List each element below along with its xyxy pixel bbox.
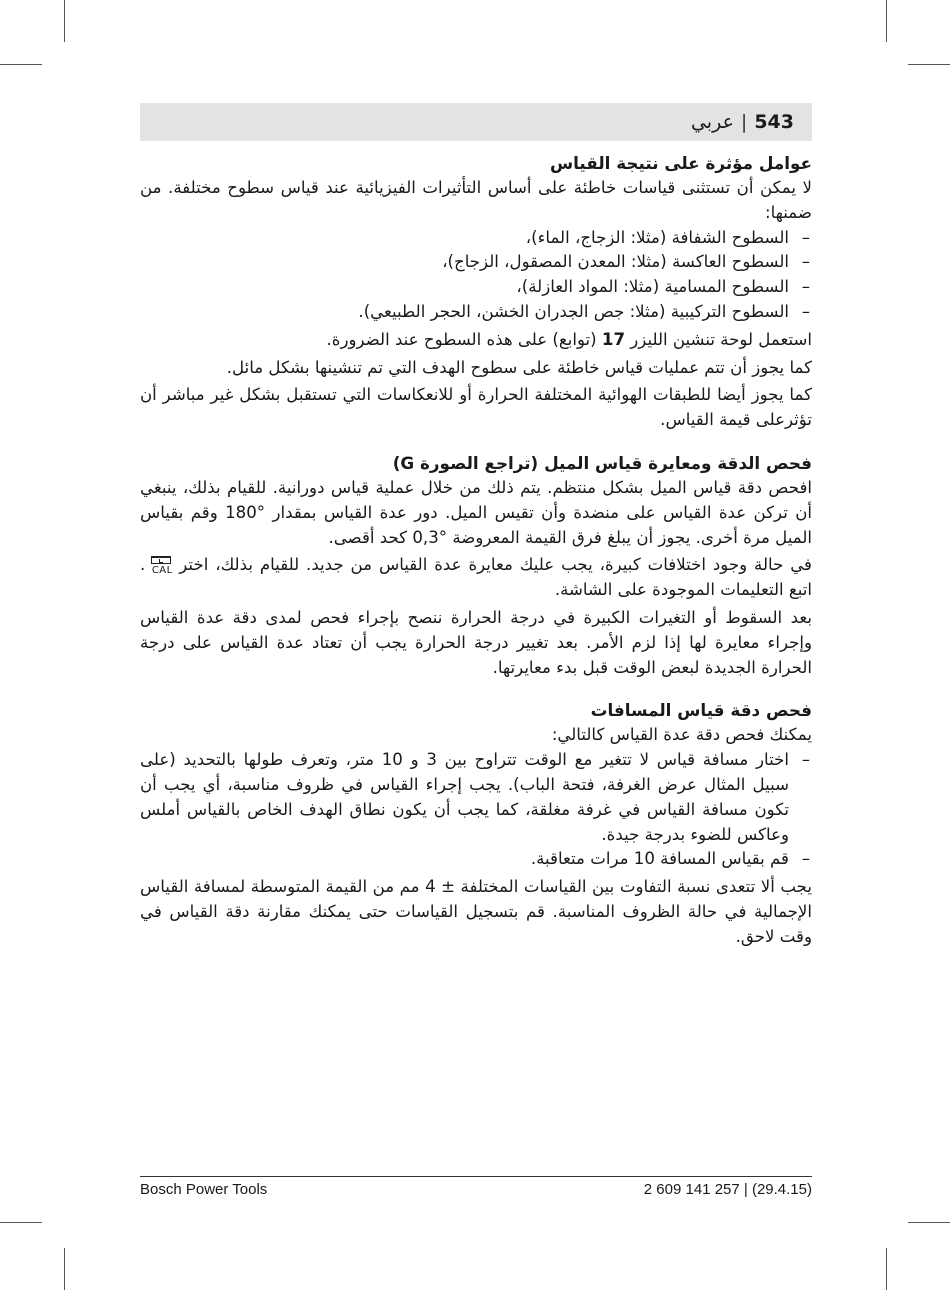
crop-mark — [0, 1222, 42, 1223]
paragraph: بعد السقوط أو التغيرات الكبيرة في درجة الحرارة ننصح بإجراء فحص لمدى دقة عدة القياس وإجراء معايرة لها إذا لزم الأمر. بعد تغيير درجة الحرارة يجب أن تعتاد عدة القياس على درجة الحرارة الجديدة لبعض الوقت قبل بدء معايرتها. — [140, 607, 812, 677]
paragraph: يجب ألا تتعدى نسبة التفاوت بين القياسات المختلفة ± 4 مم من القيمة المتوسطة لمسافة القياس الإجمالية في حالة الظروف المناسبة. قم بتسجيل القياسات حتى يمكنك مقارنة دقة القياس في وقت لاحق. — [140, 877, 812, 946]
crop-mark — [886, 1248, 887, 1290]
list-item: – قم بقياس المسافة 10 مرات متعاقبة. — [140, 847, 812, 872]
list-item: – السطوح الشفافة (مثلا: الزجاج، الماء)، — [140, 226, 812, 251]
footer-brand: Bosch Power Tools — [140, 1181, 268, 1198]
text: في حالة وجود اختلافات كبيرة، يجب عليك معايرة عدة القياس من جديد. للقيام بذلك، اختر — [179, 555, 812, 575]
surface-list — [140, 226, 812, 325]
section-title-tilt-check: فحص الدقة ومعايرة قياس الميل (تراجع الصورة G) — [392, 452, 812, 473]
paragraph: افحص دقة قياس الميل بشكل منتظم. يتم ذلك من خلال عملية قياس دورانية. للقيام بذلك، ينبغي أن تركن عدة القياس على منضدة وأن تقيس الميل. دور عدة القياس بمقدار °180 وقم بقياس الميل مرة أخرى. يجوز أن يبلغ فرق القيمة المعروضة °0,3 كحد أقصى. — [140, 477, 813, 547]
text: استعمل لوحة تنشين الليزر — [630, 329, 812, 349]
footer-doc-ref: 2 609 141 257 | (29.4.15) — [643, 1181, 812, 1198]
page-header — [140, 103, 812, 141]
calibration-icon — [147, 555, 177, 577]
paragraph-calibration — [140, 553, 812, 603]
footer-divider — [140, 1176, 812, 1177]
page-number: 543 — [754, 111, 794, 133]
paragraph-laser-target — [140, 328, 812, 353]
crop-mark — [908, 1222, 950, 1223]
list-item: – السطوح المسامية (مثلا: المواد العازلة)، — [140, 275, 812, 300]
list-item: – السطوح التركيبية (مثلا: جص الجدران الخشن، الحجر الطبيعي). — [140, 300, 812, 325]
paragraph: كما يجوز أيضا للطبقات الهوائية المختلفة الحرارة أو للانعكاسات التي تستقبل بشكل غير مباشر أن تؤثرعلى قيمة القياس. — [140, 385, 812, 430]
section-title-distance-check: فحص دقة قياس المسافات — [590, 700, 812, 721]
paragraph: يمكنك فحص دقة عدة القياس كالتالي: — [551, 725, 812, 745]
crop-mark — [886, 0, 887, 42]
crop-mark — [64, 1248, 65, 1290]
list-item: – اختار مسافة قياس لا تتغير مع الوقت تتراوح بين 3 و 10 متر، وتعرف طولها بالتحديد (على سبيل المثال عرض الغرفة، فتحة الباب). يجب إجراء القياس في ظروف مناسبة، أي يجب أن تكون مسافة القياس في غرفة مغلقة، كما يجب أن يكون نطاق الهدف الخاص بالقياس أملس وعاكس للضوء بدرجة جيدة. — [140, 748, 812, 847]
header-separator: | — [740, 111, 748, 133]
steps-list — [140, 748, 812, 872]
paragraph: لا يمكن أن تستثنى قياسات خاطئة على أساس التأثيرات الفيزيائية عند قياس سطوح مختلفة. من ضمنها: — [140, 178, 812, 222]
list-item: – السطوح العاكسة (مثلا: المعدن المصقول، الزجاج)، — [140, 250, 812, 275]
section-title-influences: عوامل مؤثرة على نتيجة القياس — [549, 153, 812, 173]
paragraph: كما يجوز أن تتم عمليات قياس خاطئة على سطوح الهدف التي تم تنشينها بشكل مائل. — [226, 357, 812, 377]
page-content — [140, 150, 812, 950]
header-language: عربي — [690, 111, 734, 133]
crop-mark — [908, 64, 950, 65]
level-icon — [151, 556, 171, 564]
item-number: 17 — [601, 329, 626, 349]
crop-mark — [0, 64, 42, 65]
text: . اتبع التعليمات الموجودة على الشاشة. — [140, 555, 812, 600]
cal-label: CAL — [151, 564, 173, 576]
text: (توابع) على هذه السطوح عند الضرورة. — [326, 329, 597, 349]
crop-mark — [64, 0, 65, 42]
